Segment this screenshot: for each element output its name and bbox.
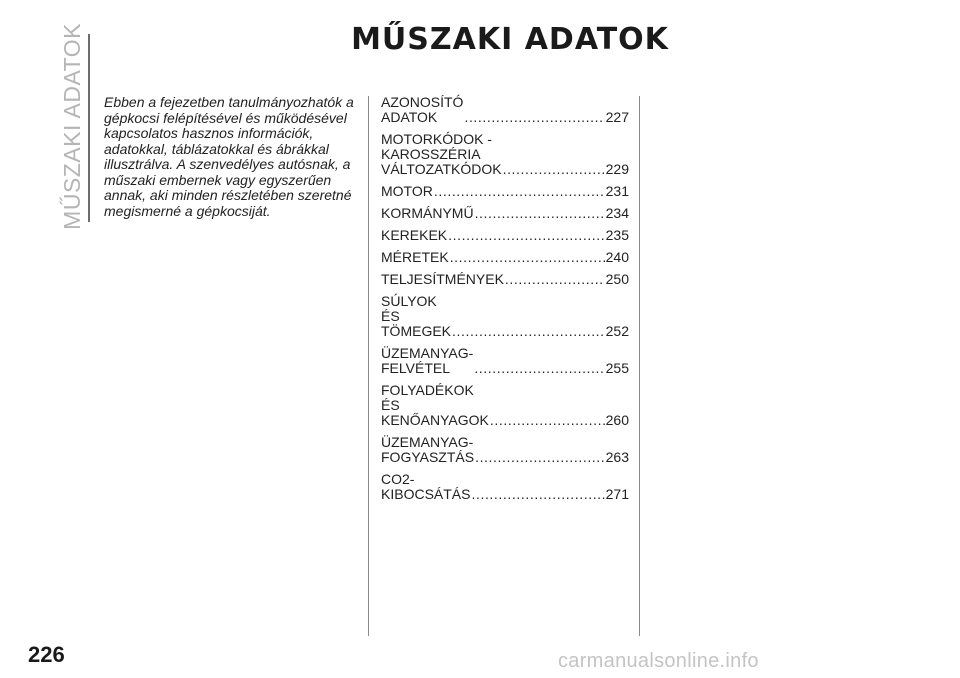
toc-item-title: MÉRETEK: [381, 249, 449, 265]
toc-item-page: 260: [605, 412, 629, 428]
toc-item-title: FOLYADÉKOK ÉS KENŐANYAGOK: [381, 382, 489, 428]
toc-item-co2-emissions[interactable]: [381, 472, 629, 502]
watermark: carmanualsonline.info: [558, 650, 759, 672]
toc-item-page: 231: [605, 183, 629, 199]
side-divider: [88, 34, 90, 222]
toc-item-steering[interactable]: [381, 206, 629, 221]
toc-item-dimensions[interactable]: [381, 250, 629, 265]
toc-item-page: 234: [605, 205, 629, 221]
toc-item-refuelling[interactable]: [381, 346, 629, 376]
toc-leader: [434, 184, 605, 199]
side-chapter-tab: [52, 23, 92, 230]
toc-item-identification[interactable]: [381, 95, 629, 125]
toc-leader: [475, 206, 605, 221]
side-chapter-label: MŰSZAKI ADATOK: [58, 23, 85, 230]
toc-leader: [505, 272, 605, 287]
toc-item-title: AZONOSÍTÓ ADATOK: [381, 94, 464, 125]
toc-item-engine[interactable]: [381, 184, 629, 199]
toc-leader: [464, 110, 604, 125]
toc-leader: [490, 413, 605, 428]
table-of-contents: [381, 95, 629, 509]
toc-item-performance[interactable]: [381, 272, 629, 287]
toc-item-title: ÜZEMANYAG-FOGYASZTÁS: [381, 434, 475, 465]
column-divider-left: [368, 96, 369, 636]
toc-item-title: MOTOR: [381, 183, 433, 199]
toc-leader: [452, 324, 605, 339]
toc-item-fluids[interactable]: [381, 383, 629, 428]
toc-item-title: ÜZEMANYAG-FELVÉTEL: [381, 345, 474, 376]
toc-item-page: 240: [605, 249, 629, 265]
toc-item-title: KEREKEK: [381, 227, 448, 243]
toc-leader: [503, 162, 605, 177]
toc-item-page: 229: [605, 161, 629, 177]
toc-leader: [450, 250, 605, 265]
toc-item-page: 255: [605, 360, 629, 376]
toc-item-title: TELJESÍTMÉNYEK: [381, 271, 504, 287]
toc-item-page: 263: [605, 449, 629, 465]
toc-item-page: 227: [605, 109, 629, 125]
column-divider-right: [639, 96, 640, 636]
toc-item-page: 235: [605, 227, 629, 243]
chapter-intro: Ebben a fejezetben tanulmányozhatók a gépkocsi felépítésével és működésével kapcsolatos hasznos információk, adatokkal, táblázatokkal és ábrákkal illusztrálva. A szenvedélyes autósnak, a műszaki embernek vagy egyszerűen annak, aki minden részletében szeretné megismerné a gépkocsiját.: [104, 94, 354, 219]
toc-item-engine-codes[interactable]: [381, 132, 629, 177]
toc-item-title: MOTORKÓDOK - KAROSSZÉRIA VÁLTOZATKÓDOK: [381, 131, 502, 177]
toc-item-fuel-consumption[interactable]: [381, 435, 629, 465]
toc-item-page: 252: [605, 323, 629, 339]
toc-item-title: SÚLYOK ÉS TÖMEGEK: [381, 293, 452, 339]
toc-leader: [474, 361, 604, 376]
toc-item-title: KORMÁNYMŰ: [381, 205, 474, 221]
toc-item-page: 271: [605, 486, 629, 502]
page-number: 226: [28, 642, 65, 667]
toc-leader: [448, 228, 605, 243]
toc-item-wheels[interactable]: [381, 228, 629, 243]
toc-leader: [475, 450, 605, 465]
toc-leader: [471, 487, 604, 502]
toc-item-weights[interactable]: [381, 294, 629, 339]
toc-item-title: CO2-KIBOCSÁTÁS: [381, 471, 471, 502]
chapter-title: MŰSZAKI ADATOK: [351, 22, 669, 57]
toc-item-page: 250: [605, 271, 629, 287]
